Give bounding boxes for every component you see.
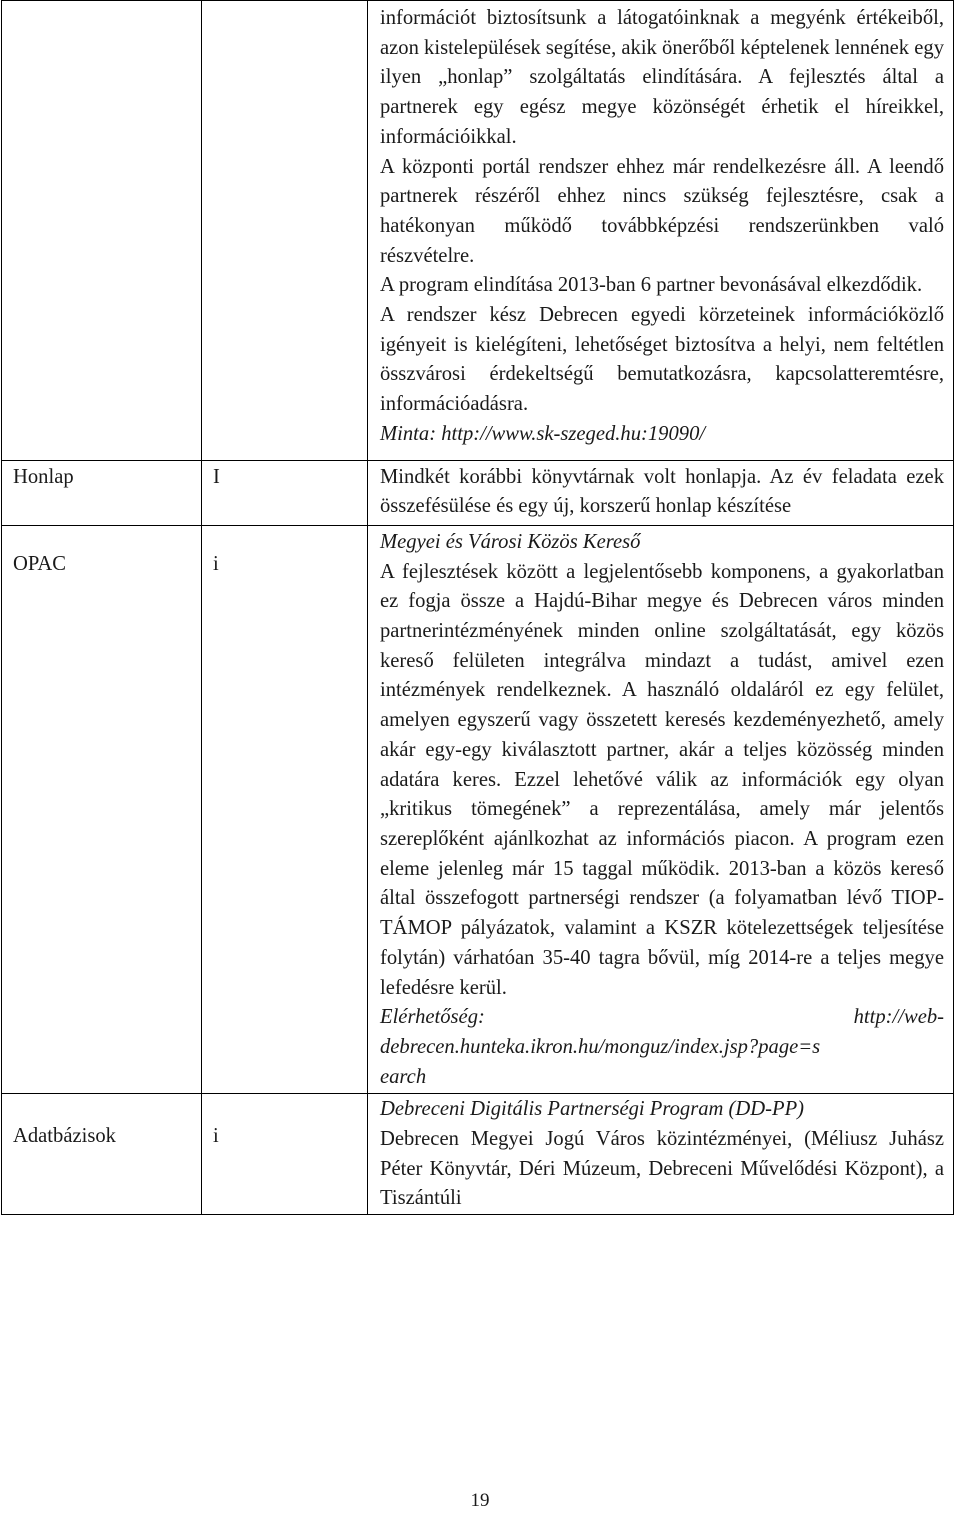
- paragraph: A központi portál rendszer ehhez már rendelkezésre áll. A leendő partnerek részéről ehhez nincs szükség fejlesztésre, csak a hatékonyan működő továbbképzési rendszerünkben való részvételre.: [380, 155, 944, 267]
- row-content: [368, 1094, 954, 1215]
- table-row: [2, 460, 954, 525]
- paragraph: információt biztosítsunk a látogatóinknak a megyénk értékeiből, azon kistelepülések segítése, akik önerőből képtelenek lennének egy ilyen „honlap” szolgáltatás elindítására. A fejlesztés által a partnerek egy egész megye közönségét érhetik el híreikkel, információikkal.: [380, 7, 944, 148]
- row-type: I: [202, 460, 368, 525]
- row-label: OPAC: [2, 525, 202, 1093]
- sample-link[interactable]: Minta: http://www.sk-szeged.hu:19090/: [380, 422, 706, 445]
- paragraph: A program elindítása 2013-ban 6 partner bevonásával elkezdődik.: [380, 274, 923, 297]
- row-content: [368, 1, 954, 461]
- page-number: 19: [470, 1490, 490, 1511]
- row-type: [202, 1, 368, 461]
- table-row: [2, 525, 954, 1093]
- content-table: [1, 0, 954, 1215]
- row-label: Honlap: [2, 460, 202, 525]
- row-content: [368, 460, 954, 525]
- availability-link[interactable]: Elérhetőség: http://web-: [380, 1006, 944, 1029]
- availability-link[interactable]: debrecen.hunteka.ikron.hu/monguz/index.jsp?page=s: [380, 1035, 821, 1058]
- row-type: i: [202, 525, 368, 1093]
- row-label: Adatbázisok: [2, 1094, 202, 1215]
- table-row: [2, 1094, 954, 1215]
- row-content: [368, 525, 954, 1093]
- section-heading: Debreceni Digitális Partnerségi Program (DD-PP): [380, 1098, 805, 1121]
- paragraph: A rendszer kész Debrecen egyedi körzeteinek információközlő igényeit is kielégíteni, lehetőséget biztosítva a helyi, nem feltétlen összvárosi érdekeltségű bemutatkozásra, kapcsolatteremtésre, információadásra.: [380, 304, 944, 416]
- availability-link[interactable]: earch: [380, 1065, 427, 1088]
- section-heading: Megyei és Városi Közös Kereső: [380, 530, 641, 553]
- paragraph: Debrecen Megyei Jogú Város közintézményei, (Méliusz Juhász Péter Könyvtár, Déri Múzeum, Debreceni Művelődési Központ), a Tiszántúli: [380, 1128, 944, 1210]
- paragraph: Mindkét korábbi könyvtárnak volt honlapja. Az év feladata ezek összefésülése és egy új, korszerű honlap készítése: [380, 465, 944, 518]
- row-type: i: [202, 1094, 368, 1215]
- table-row: [2, 1, 954, 461]
- paragraph: A fejlesztések között a legjelentősebb komponens, a gyakorlatban ez fogja össze a Hajdú-Bihar megye és Debrecen város minden partnerintézményének minden online szolgáltatását, egy közös kereső felületen integrálva mindazt a tudást, amivel ezen intézmények rendelkeznek. A használó oldaláról ez egy felület, amelyen egyszerű vagy összetett keresés kezdeményezhető, amely akár egy-egy kiválasztott partner, akár a teljes közösség minden adatára keres. Ezzel lehetővé válik az információk egy olyan „kritikus tömegének” a reprezentálása, amely már jelentős szereplőként ajánlkozhat az információs piacon. A program ezen eleme jelenleg már 15 taggal működik. 2013-ban a közös kereső által összefogott partnerségi rendszer (a folyamatban lévő TIOP-TÁMOP pályázatok, valamint a KSZR kötelezettségek teljesítése folytán) várhatóan 35-40 tagra bővül, míg 2014-re a teljes megye lefedésre kerül.: [380, 560, 944, 999]
- row-label: [2, 1, 202, 461]
